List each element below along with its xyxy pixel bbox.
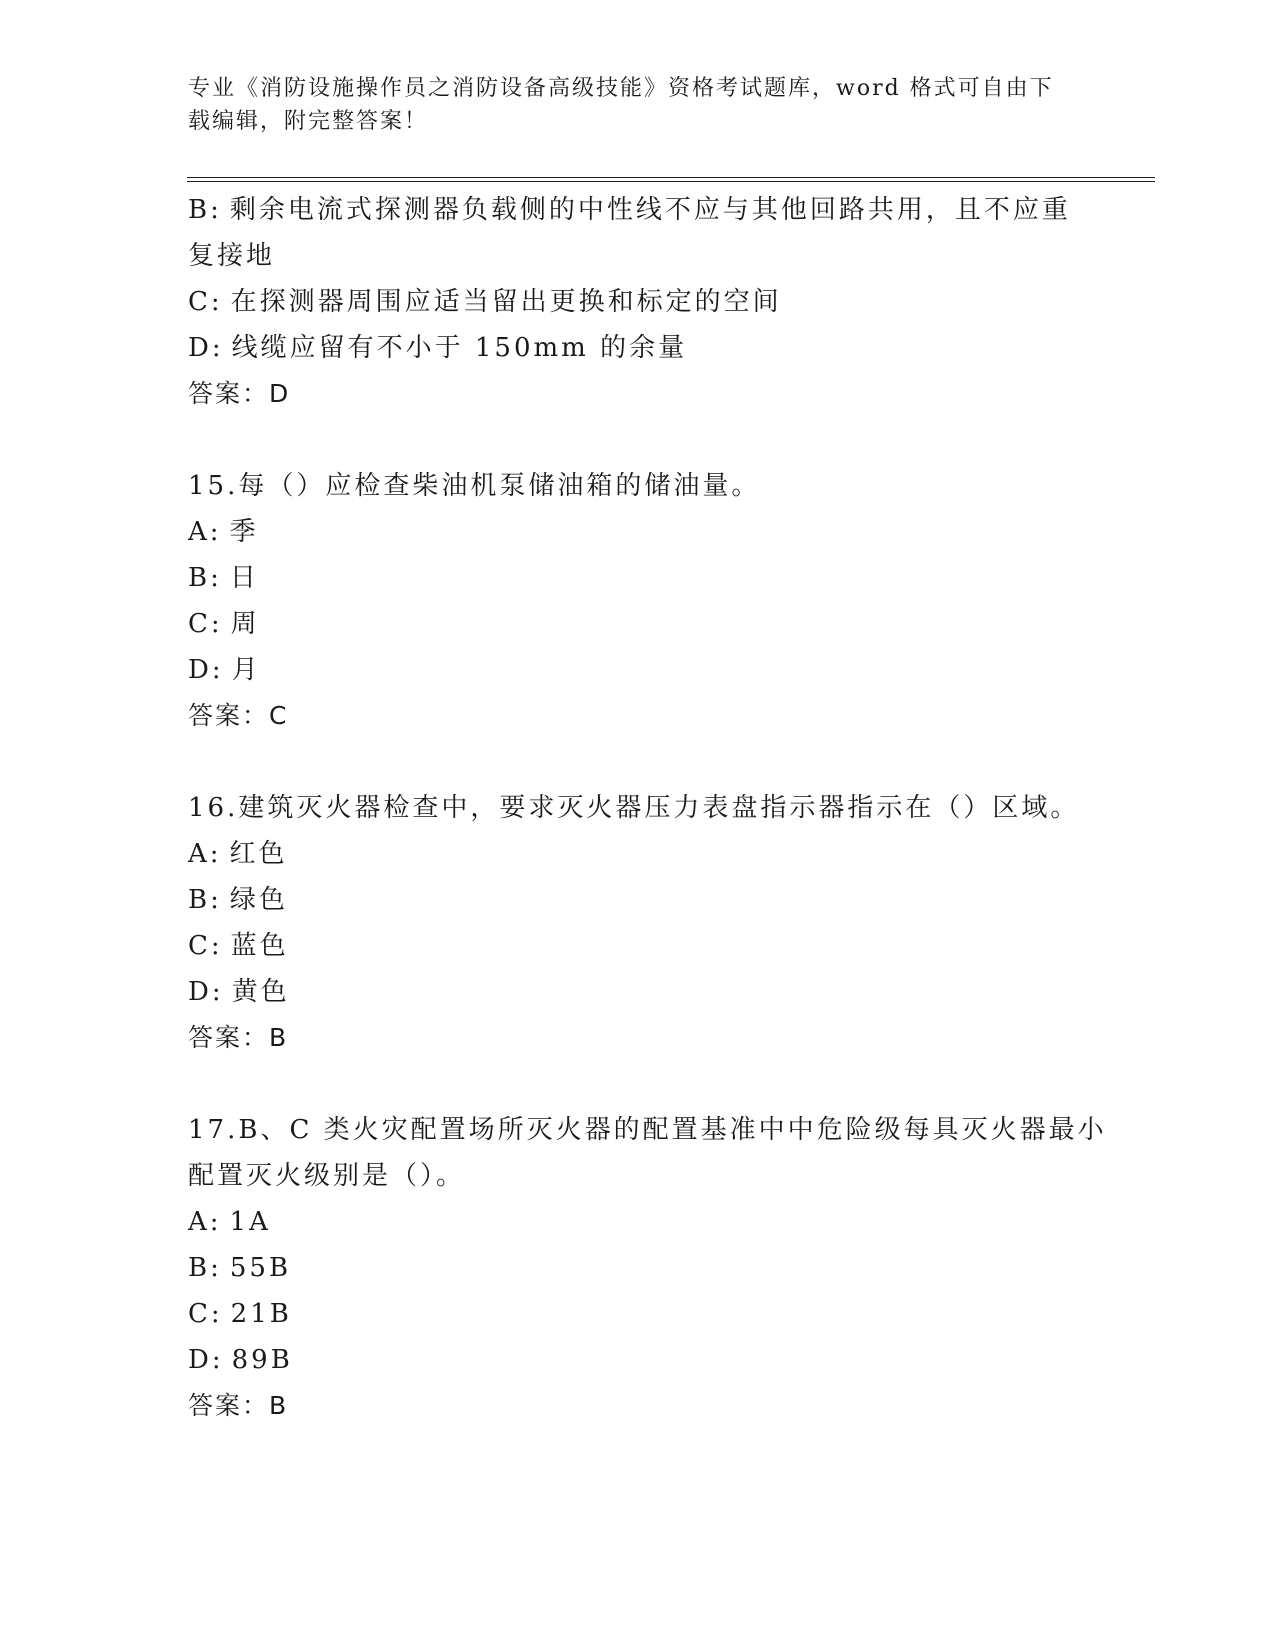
option-c [188, 279, 1088, 325]
option-key: D: [188, 1345, 224, 1375]
option-a [188, 831, 1088, 877]
option-b [188, 1245, 1088, 1291]
option-text: 21B [230, 1299, 292, 1329]
option-b [188, 877, 1088, 923]
question-16 [188, 785, 1088, 1061]
option-text: 在探测器周围应适当留出更换和标定的空间 [230, 287, 782, 317]
option-a [188, 1199, 1088, 1245]
option-text: 线缆应留有不小于 150mm 的余量 [231, 333, 688, 363]
option-d [188, 969, 1088, 1015]
question-17 [188, 1107, 1107, 1429]
option-text: 1A [229, 1207, 271, 1237]
option-text: 蓝色 [230, 931, 289, 961]
option-key: C: [188, 1299, 223, 1329]
option-c [188, 923, 1088, 969]
header-text-line-2: 载编辑，附完整答案！ [188, 109, 429, 134]
option-b-continued: 复接地 [188, 241, 276, 271]
question-stem: 16.建筑灭火器检查中，要求灭火器压力表盘指示器指示在（）区域。 [188, 793, 1080, 823]
header-text-line-1: 专业《消防设施操作员之消防设备高级技能》资格考试题库，word 格式可自由下 [188, 76, 1054, 101]
option-key: B: [188, 195, 222, 225]
option-text: 剩余电流式探测器负载侧的中性线不应与其他回路共用，且不应重 [229, 195, 1071, 225]
option-text: 绿色 [229, 885, 288, 915]
header-divider [187, 177, 1155, 182]
option-key: A: [188, 1207, 222, 1237]
option-text: 黄色 [231, 977, 290, 1007]
option-key: D: [188, 333, 224, 363]
answer: 答案：B [188, 1391, 289, 1420]
prev-question [188, 187, 1088, 417]
document-header [188, 72, 1088, 138]
option-b [188, 555, 1088, 601]
option-text: 55B [229, 1253, 292, 1283]
option-text: 红色 [229, 839, 288, 869]
spacer [188, 739, 1088, 785]
question-15 [188, 463, 1088, 739]
option-d [188, 325, 1088, 371]
question-stem: 17.B、C 类火灾配置场所灭火器的配置基准中中危险级每具灭火器最小 [188, 1115, 1107, 1145]
option-c [188, 601, 1088, 647]
option-key: D: [188, 977, 224, 1007]
question-stem: 15.每（）应检查柴油机泵储油箱的储油量。 [188, 471, 761, 501]
option-c [188, 1291, 1088, 1337]
option-d [188, 647, 1088, 693]
option-b [188, 187, 1088, 233]
answer: 答案：D [188, 379, 291, 408]
option-text: 季 [229, 517, 259, 547]
option-key: B: [188, 1253, 222, 1283]
option-text: 周 [230, 609, 260, 639]
option-key: B: [188, 885, 222, 915]
spacer [188, 417, 1088, 463]
option-key: B: [188, 563, 222, 593]
question-list [188, 187, 1107, 1429]
option-key: A: [188, 517, 222, 547]
option-key: C: [188, 931, 223, 961]
spacer [188, 1061, 1088, 1107]
answer: 答案：B [188, 1023, 289, 1052]
option-a [188, 509, 1088, 555]
option-text: 89B [231, 1345, 293, 1375]
option-key: A: [188, 839, 222, 869]
option-d [188, 1337, 1088, 1383]
answer: 答案：C [188, 701, 289, 730]
option-text: 月 [231, 655, 261, 685]
question-stem-continued: 配置灭火级别是（）。 [188, 1161, 466, 1191]
option-key: D: [188, 655, 224, 685]
option-key: C: [188, 287, 223, 317]
option-text: 日 [229, 563, 259, 593]
option-key: C: [188, 609, 223, 639]
